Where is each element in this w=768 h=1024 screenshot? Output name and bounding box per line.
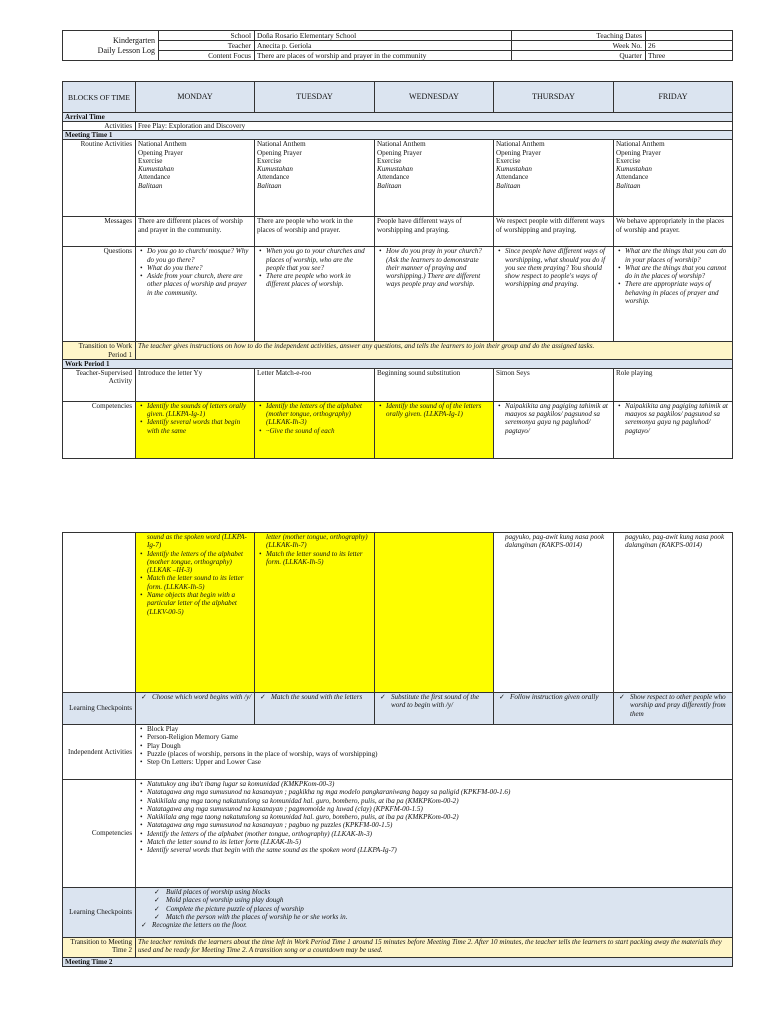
routine-item: Balitaan: [496, 181, 521, 190]
competency-item: • Identify the letters of the alphabet (mother tongue, orthography) (LLKAK-Ih-3): [257, 402, 372, 427]
competency-item: • Identify the sound of of the letters orally given. (LLKPA-Ig-1): [377, 402, 491, 419]
checkpoint-item: ✓ Follow instruction given orally: [496, 693, 611, 701]
dll-title: [63, 31, 159, 61]
competency-item: • Name objects that begin with a particular letter of the alphabet (LLKV-00-5): [138, 591, 252, 616]
message-monday: There are different places of worship and prayer in the community.: [136, 217, 255, 247]
competencies-tuesday-continued: [255, 533, 375, 693]
lesson-table-page-2: [62, 532, 733, 967]
title-line-1: Kindergarten: [112, 35, 155, 45]
section-meeting-time-2: [63, 958, 733, 967]
competency-item: • Identify the letters of the alphabet (mother tongue, orthography) (LLKAK-Ih-3): [138, 830, 730, 838]
competency-item-continued: pagyuko, pag-awit kung nasa pook dalanginan (KAKPS-0014): [625, 533, 725, 550]
competencies-wednesday: [375, 401, 494, 458]
competencies-2-row: [63, 780, 733, 888]
section-title: Meeting Time 1: [63, 131, 733, 140]
competency-item: • Identify several words that begin with the same sound as the spoken word (LLKPA-Ig-7): [138, 846, 730, 854]
independent-activities-row: [63, 725, 733, 780]
quarter-label: Quarter: [512, 51, 646, 61]
competencies-label: Competencies: [63, 401, 136, 458]
routine-item: Opening Prayer: [496, 148, 541, 157]
supervised-thursday: Simon Seys: [494, 368, 614, 401]
competency-item: • Match the letter sound to its letter form (LLKAK-Ih-5): [138, 838, 730, 846]
learning-checkpoints-2-list: [136, 888, 733, 938]
competency-item: • Natutukoy ang iba't ibang lugar sa komunidad (KMKPKom-00-3): [138, 780, 730, 788]
week-value: 26: [646, 41, 733, 51]
routine-item: Kumustahan: [616, 165, 652, 174]
school-value: Doña Rosario Elementary School: [255, 31, 512, 41]
routine-item: National Anthem: [257, 140, 306, 149]
competencies-thursday: [494, 401, 614, 458]
checkpoint-item: ✓ Match the sound with the letters: [257, 693, 372, 701]
section-arrival-time: [63, 113, 733, 122]
message-friday: We behave appropriately in the places of worship and prayer.: [614, 217, 733, 247]
routine-item: Kumustahan: [496, 165, 532, 174]
teaching-dates-value: [646, 31, 733, 41]
competencies-row: [63, 401, 733, 458]
lesson-table-page-1: [62, 81, 733, 459]
competency-item: • Natatagawa ang mga sumusunod na kasanayan ; pagbuo ng puzzles (KPKFM-00-1.5): [138, 821, 730, 829]
blocks-of-time-header: BLOCKS OF TIME: [63, 82, 136, 113]
independent-activity-item: • Play Dough: [138, 742, 730, 750]
question-item: • What are the things that you cannot do in the places of worship?: [616, 264, 730, 281]
routine-item: Balitaan: [138, 181, 163, 190]
transition-label: Transition to Work Period 1: [63, 342, 136, 360]
independent-activity-item: • Person-Religion Memory Game: [138, 733, 730, 741]
competency-item: • Nakikilala ang mga taong nakatutulong sa komunidad hal. guro, bombero, pulis, at iba pa (KMKPKom-00-2): [138, 813, 730, 821]
question-item: • There are people who work in different places of worship.: [257, 272, 372, 289]
question-item: • There are appropriate ways of behaving in places of prayer and worship.: [616, 280, 730, 305]
question-item: • When you go to your churches and places of worship, who are the people that you see?: [257, 247, 372, 272]
questions-label: Questions: [63, 247, 136, 342]
question-item: • Aside from your church, there are other places of worship and prayer in the community.: [138, 272, 252, 297]
routine-cell-wednesday: [375, 140, 494, 217]
routine-item: Exercise: [496, 156, 521, 165]
questions-tuesday: [255, 247, 375, 342]
competencies-thursday-continued: [494, 533, 614, 693]
routine-item: Opening Prayer: [138, 148, 183, 157]
teacher-supervised-label: Teacher-Supervised Activity: [63, 368, 136, 401]
routine-item: Balitaan: [257, 181, 282, 190]
teacher-value: Anecita p. Geriola: [255, 41, 512, 51]
routine-item: Kumustahan: [257, 165, 293, 174]
transition-2-label: Transition to Meeting Time 2: [63, 938, 136, 958]
day-header-thursday: THURSDAY: [494, 82, 614, 113]
routine-cell-tuesday: [255, 140, 375, 217]
questions-row: [63, 247, 733, 342]
checkpoint-thursday: [494, 693, 614, 725]
questions-monday: [136, 247, 255, 342]
checkpoint-friday: [614, 693, 733, 725]
competencies-continued-row: [63, 533, 733, 693]
checkpoint-tuesday: [255, 693, 375, 725]
checkpoint-item: ✓ Match the person with the places of worship he or she works in.: [138, 913, 730, 921]
routine-cell-friday: [614, 140, 733, 217]
competency-item: • Natatagawa ang mga sumusunod na kasanayan ; pagmomolde ng luwad (clay) (KPKFM-00-1.5): [138, 805, 730, 813]
transition-meeting-time-2-row: [63, 938, 733, 958]
checkpoint-item: ✓ Recognize the letters on the floor.: [138, 921, 730, 929]
competencies-monday-continued: [136, 533, 255, 693]
routine-item: Exercise: [138, 156, 163, 165]
checkpoint-item: ✓ Build places of worship using blocks: [138, 888, 730, 896]
checkpoint-item: ✓ Mold places of worship using play dough: [138, 896, 730, 904]
competency-item-continued: pagyuko, pag-awit kung nasa pook dalanginan (KAKPS-0014): [505, 533, 605, 550]
competency-item: • Identify the sounds of letters orally given. (LLKPA-Ig-1): [138, 402, 252, 419]
supervised-friday: Role playing: [614, 368, 733, 401]
question-item: • What do you there?: [138, 264, 252, 272]
competency-item: • Naipakikita ang pagiging tahimik at maayos sa pagkilos/ pagsunod sa seremonya gaya ng pagluhod/ pagtayo/: [496, 402, 611, 435]
questions-thursday: [494, 247, 614, 342]
independent-activity-item: • Puzzle (places of worship, persons in the place of worship, ways of worshipping): [138, 750, 730, 758]
question-item: • How do you pray in your church? (Ask the learners to demonstrate their manner of praying and worshipping.) There are different ways people pray and worship.: [377, 247, 491, 288]
content-focus-label: Content Focus: [159, 51, 255, 61]
independent-activities-label: Independent Activities: [63, 725, 136, 780]
competency-item: • Match the letter sound to its letter form. (LLKAK-Ih-5): [257, 550, 372, 567]
competency-item: • Naipakikita ang pagiging tahimik at maayos sa pagkilos/ pagsunod sa seremonya gaya ng pagluhod/ pagtayo/: [616, 402, 730, 435]
column-header-row: [63, 82, 733, 113]
competency-item: • Match the letter sound to its letter form. (LLKAK-Ih-5): [138, 574, 252, 591]
supervised-monday: Introduce the letter Yy: [136, 368, 255, 401]
transition-text: The teacher gives instructions on how to do the independent activities, answer any questions, and tells the learners to join their group and do the assigned tasks.: [136, 342, 733, 360]
message-wednesday: People have different ways of worshipping and praying.: [375, 217, 494, 247]
competencies-2-label: Competencies: [63, 780, 136, 888]
routine-cell-monday: [136, 140, 255, 217]
activities-row: [63, 122, 733, 131]
routine-activities-label: Routine Activities: [63, 140, 136, 217]
checkpoint-wednesday: [375, 693, 494, 725]
learning-checkpoints-2-label: Learning Checkpoints: [63, 888, 136, 938]
independent-activities-list: [136, 725, 733, 780]
competency-item: • Natatagawa ang mga sumusunod na kasanayan ; pagkikha ng mga modelo pangkaraniwang bagay sa paligid (KPKFM-00-1.6): [138, 788, 730, 796]
section-title: Arrival Time: [63, 113, 733, 122]
competency-item: • Identify the letters of the alphabet (mother tongue, orthography) (LLKAK –IH-3): [138, 550, 252, 575]
teacher-supervised-row: [63, 368, 733, 401]
routine-item: Opening Prayer: [616, 148, 661, 157]
question-item: • Do you go to church/ mosque? Why do you go there?: [138, 247, 252, 264]
messages-row: [63, 217, 733, 247]
questions-friday: [614, 247, 733, 342]
competency-item: • Nakikilala ang mga taong nakatutulong sa komunidad hal. guro, bombero, pulis, at iba pa (KMKPKom-00-2): [138, 797, 730, 805]
question-item: • What are the things that you can do in your places of worship?: [616, 247, 730, 264]
learning-checkpoints-label: Learning Checkpoints: [63, 693, 136, 725]
routine-item: Exercise: [377, 156, 402, 165]
transition-2-text: The teacher reminds the learners about the time left in Work Period Time 1 around 15 minutes before Meeting Time 2. After 10 minutes, the teacher tells the learners to start packing away the materials they used and be ready for Meeting Time 2. A transition song or a countdown may be used.: [136, 938, 733, 958]
day-header-wednesday: WEDNESDAY: [375, 82, 494, 113]
competency-item: • ··Give the sound of each: [257, 427, 372, 435]
section-title: Work Period 1: [63, 359, 733, 368]
checkpoint-item: ✓ Substitute the first sound of the word to begin with /y/: [377, 693, 491, 710]
teacher-label: Teacher: [159, 41, 255, 51]
routine-item: Exercise: [616, 156, 641, 165]
message-tuesday: There are people who work in the places of worship and prayer.: [255, 217, 375, 247]
routine-item: Opening Prayer: [377, 148, 422, 157]
routine-item: Attendance: [616, 173, 649, 182]
day-header-monday: MONDAY: [136, 82, 255, 113]
routine-item: Attendance: [138, 173, 171, 182]
competencies-2-list: [136, 780, 733, 888]
competencies-wednesday-continued: [375, 533, 494, 693]
routine-item: National Anthem: [138, 140, 187, 149]
message-thursday: We respect people with different ways of worshipping and praying.: [494, 217, 614, 247]
routine-item: Opening Prayer: [257, 148, 302, 157]
routine-item: Balitaan: [616, 181, 641, 190]
routine-item: Attendance: [257, 173, 290, 182]
competencies-friday-continued: [614, 533, 733, 693]
routine-item: National Anthem: [616, 140, 665, 149]
routine-item: Exercise: [257, 156, 282, 165]
competencies-monday: [136, 401, 255, 458]
routine-item: Balitaan: [377, 181, 402, 190]
section-work-period-1: [63, 359, 733, 368]
routine-activities-row: [63, 140, 733, 217]
competency-item-continued: letter (mother tongue, orthography) (LLKAK-Ih-7): [266, 533, 368, 550]
week-label: Week No.: [512, 41, 646, 51]
section-title: Meeting Time 2: [63, 958, 733, 967]
day-header-tuesday: TUESDAY: [255, 82, 375, 113]
school-label: School: [159, 31, 255, 41]
content-focus-value: There are places of worship and prayer in the community: [255, 51, 512, 61]
checkpoint-item: ✓ Show respect to other people who worship and pray differently from them: [616, 693, 730, 718]
routine-item: National Anthem: [496, 140, 545, 149]
supervised-wednesday: Beginning sound substitution: [375, 368, 494, 401]
checkpoint-item: ✓ Choose which word begins with /y/: [138, 693, 252, 701]
routine-item: National Anthem: [377, 140, 426, 149]
day-header-friday: FRIDAY: [614, 82, 733, 113]
competency-item: • Identify several words that begin with the same: [138, 418, 252, 435]
learning-checkpoints-2-row: [63, 888, 733, 938]
checkpoint-monday: [136, 693, 255, 725]
competencies-tuesday: [255, 401, 375, 458]
independent-activity-item: • Step On Letters: Upper and Lower Case: [138, 758, 730, 766]
header-table: [62, 30, 733, 61]
question-item: • Since people have different ways of worshipping, what should you do if you see them praying? You should show respect to people's ways of worshipping and praying.: [496, 247, 611, 288]
supervised-tuesday: Letter Match-e-roo: [255, 368, 375, 401]
learning-checkpoints-row: [63, 693, 733, 725]
transition-work-period-1-row: [63, 342, 733, 360]
messages-label: Messages: [63, 217, 136, 247]
questions-wednesday: [375, 247, 494, 342]
routine-item: Attendance: [496, 173, 529, 182]
independent-activity-item: • Block Play: [138, 725, 730, 733]
competencies-friday: [614, 401, 733, 458]
teaching-dates-label: Teaching Dates: [512, 31, 646, 41]
activities-label: Activities: [63, 122, 136, 131]
routine-item: Attendance: [377, 173, 410, 182]
routine-item: Kumustahan: [377, 165, 413, 174]
routine-cell-thursday: [494, 140, 614, 217]
routine-item: Kumustahan: [138, 165, 174, 174]
quarter-value: Three: [646, 51, 733, 61]
competency-item-continued: sound as the spoken word (LLKPA-Ig-7): [147, 533, 247, 550]
activities-value: Free Play: Exploration and Discovery: [136, 122, 733, 131]
section-meeting-time-1: [63, 131, 733, 140]
title-line-2: Daily Lesson Log: [97, 45, 155, 55]
checkpoint-item: ✓ Complete the picture puzzle of places of worship: [138, 905, 730, 913]
competencies-continued-label: [63, 533, 136, 693]
